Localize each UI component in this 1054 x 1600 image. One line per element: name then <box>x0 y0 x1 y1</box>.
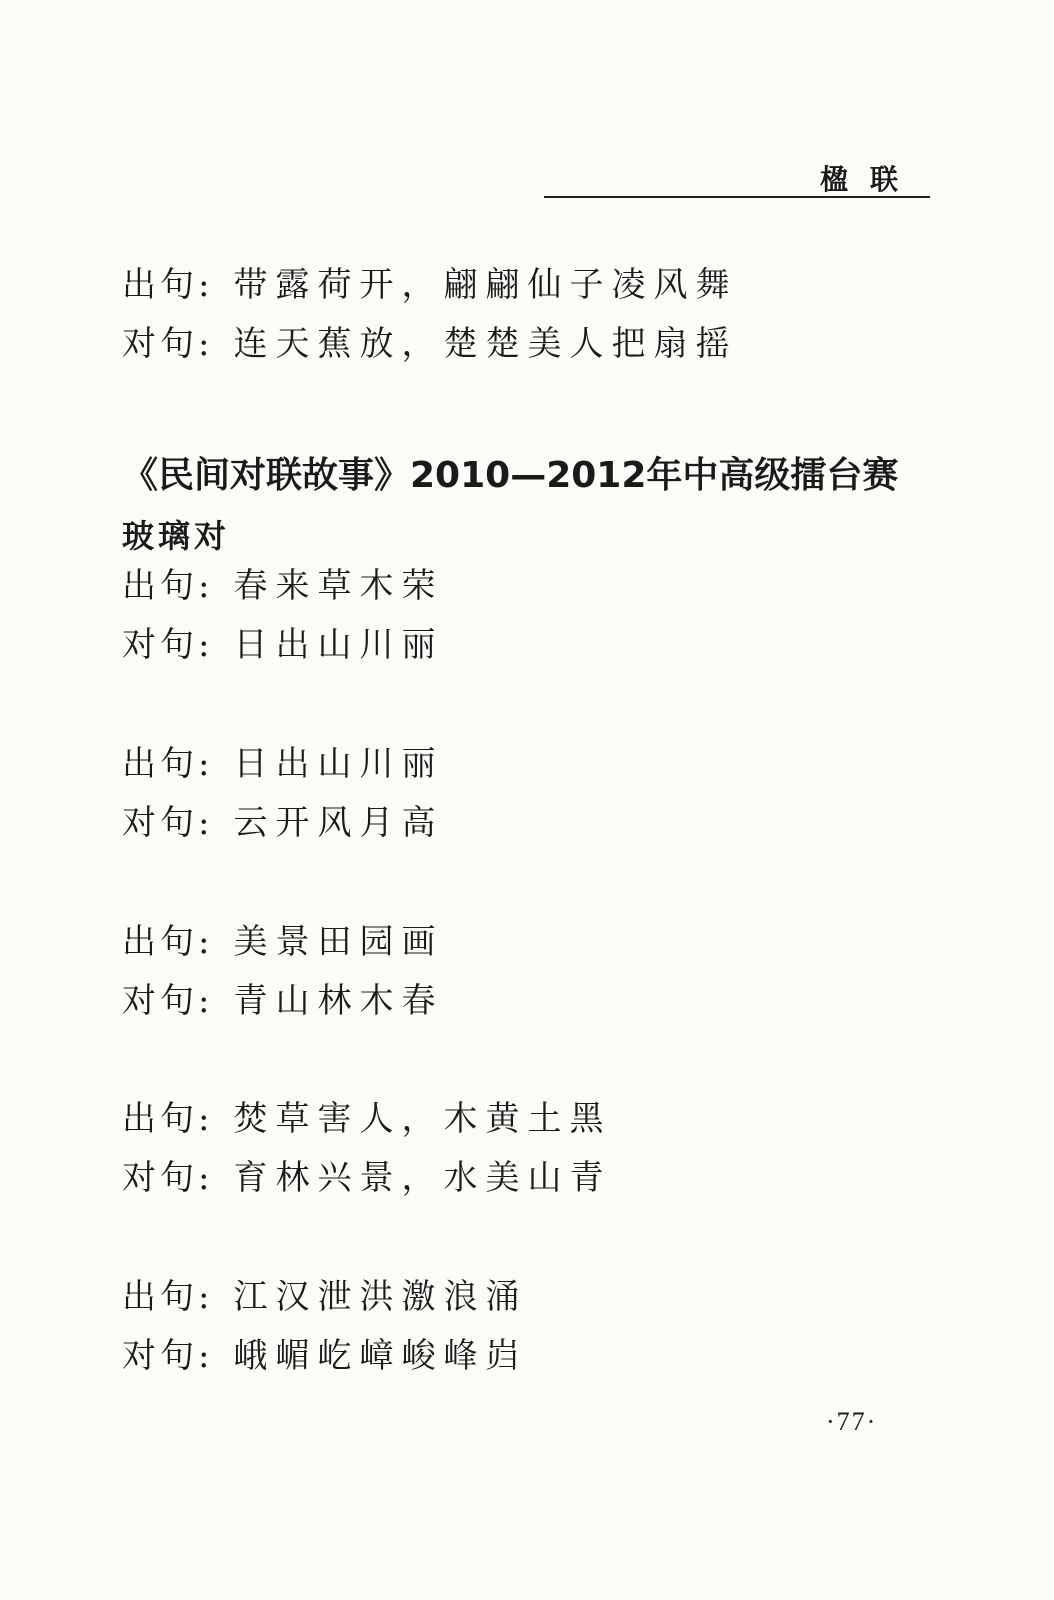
section-title: 《民间对联故事》2010—2012年中高级擂台赛 <box>122 455 899 496</box>
section-subtitle: 玻璃对 <box>122 517 231 555</box>
line-text: 春来草木荣 <box>233 566 444 606</box>
line-label: 出句: <box>122 1099 214 1139</box>
line-text: 日出山川丽 <box>233 625 444 665</box>
couplet-line <box>122 265 738 305</box>
couplet-line <box>122 324 738 364</box>
line-label: 对句: <box>122 324 214 364</box>
couplet-line <box>122 1099 612 1139</box>
couplet-line <box>122 1277 528 1317</box>
couplet-line <box>122 566 444 606</box>
line-text: 峨嵋屹嶂峻峰岿 <box>233 1336 528 1376</box>
line-text: 带露荷开，翩翩仙子凌风舞 <box>233 265 738 305</box>
line-label: 出句: <box>122 1277 214 1317</box>
line-label: 对句: <box>122 803 214 843</box>
line-text: 美景田园画 <box>233 922 444 962</box>
couplet-line <box>122 625 444 665</box>
couplet-line <box>122 1336 528 1376</box>
line-label: 对句: <box>122 1158 214 1198</box>
couplet-line <box>122 922 444 962</box>
couplet-line <box>122 1158 612 1198</box>
couplet-line <box>122 981 444 1021</box>
line-text: 连天蕉放，楚楚美人把扇摇 <box>233 324 738 364</box>
line-text: 育林兴景，水美山青 <box>233 1158 612 1198</box>
running-head: 楹联 <box>819 163 920 196</box>
line-label: 出句: <box>122 922 214 962</box>
line-label: 出句: <box>122 566 214 606</box>
line-text: 江汉泄洪激浪涌 <box>233 1277 528 1317</box>
line-text: 日出山川丽 <box>233 744 444 784</box>
line-label: 对句: <box>122 1336 214 1376</box>
line-text: 焚草害人，木黄土黑 <box>233 1099 612 1139</box>
header-rule <box>544 196 930 198</box>
line-text: 青山林木春 <box>233 981 444 1021</box>
couplet-line <box>122 744 444 784</box>
line-label: 对句: <box>122 981 214 1021</box>
page-number: ·77· <box>826 1407 878 1436</box>
line-label: 出句: <box>122 744 214 784</box>
couplet-line <box>122 803 444 843</box>
line-text: 云开风月高 <box>233 803 444 843</box>
line-label: 出句: <box>122 265 214 305</box>
line-label: 对句: <box>122 625 214 665</box>
